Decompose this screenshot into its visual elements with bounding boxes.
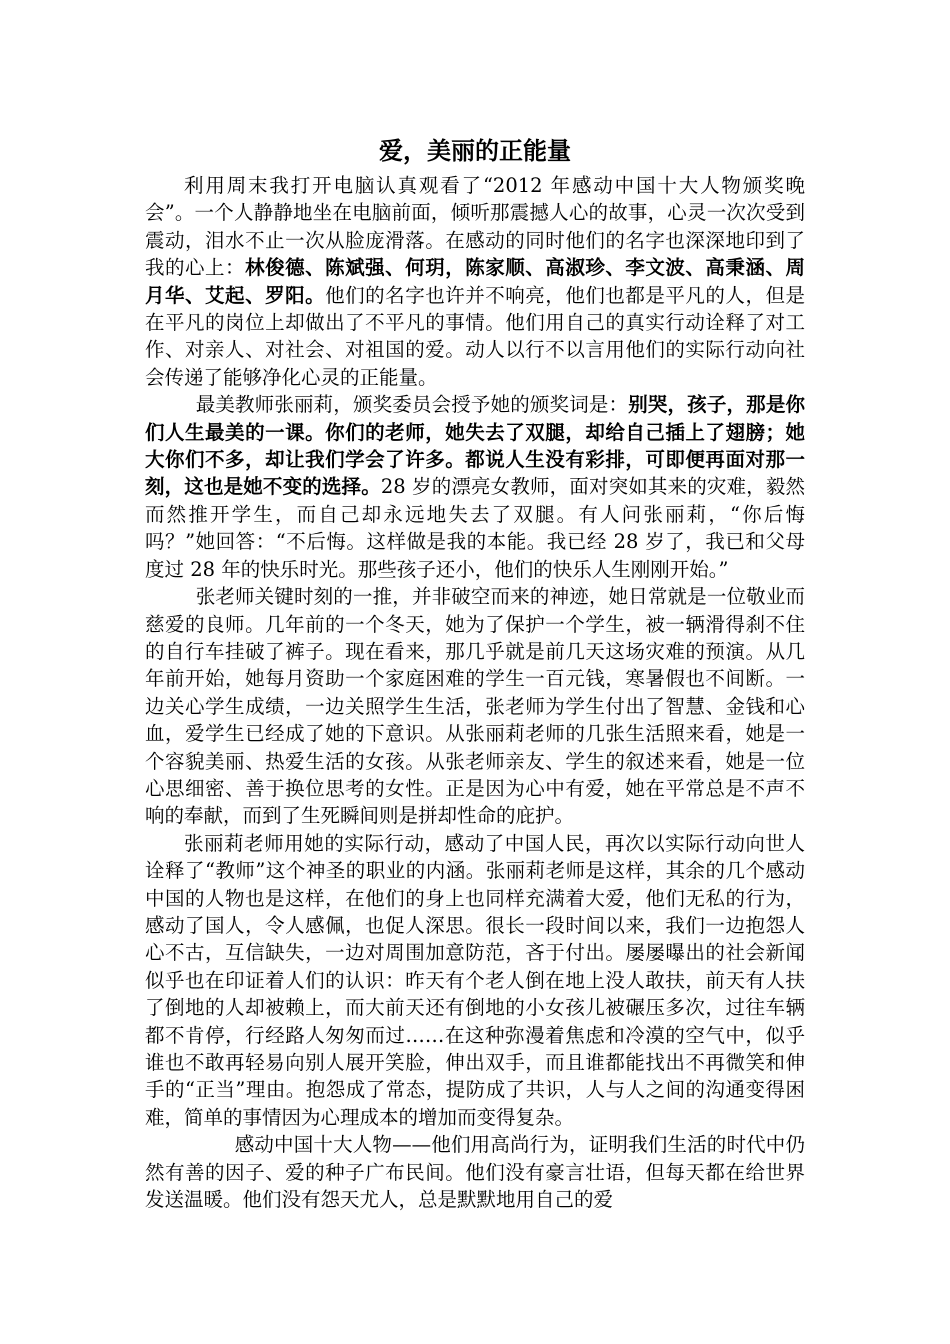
paragraph-1	[145, 172, 805, 391]
honoree-names: 林俊德、陈斌强、何玥，陈家顺、高淑珍、李文波、高秉涵、周月华、艾起、罗阳。	[145, 256, 805, 307]
paragraph-2-text-b: 28 岁的漂亮女教师，面对突如其来的灾难，毅然而然推开学生，而自己却永远地失去了双腿。有人问张丽莉，“你后悔吗？”她回答：“不后悔。这样做是我的本能。我已经 28 岁了，我已和父母度过 28 年的快乐时光。那些孩子还小，他们的快乐人生刚刚开始。”	[145, 475, 805, 581]
document-title: 爱，美丽的正能量	[379, 137, 571, 165]
award-citation: 别哭，孩子，那是你们人生最美的一课。你们的老师，她失去了双腿，却给自己插上了翅膀；她大你们不多，却让我们学会了许多。都说人生没有彩排，可即便再面对那一刻，这也是她不变的选择。	[145, 393, 805, 499]
paragraph-1-text-b: 他们的名字也许并不响亮，他们也都是平凡的人，但是在平凡的岗位上却做出了不平凡的事情。他们用自己的真实行动诠释了对工作、对亲人、对社会、对祖国的爱。动人以行不以言用他们的实际行动向社会传递了能够净化心灵的正能量。	[145, 283, 805, 389]
paragraph-2	[145, 391, 805, 583]
paragraph-4: 张丽莉老师用她的实际行动，感动了中国人民，再次以实际行动向世人诠释了“教师”这个神圣的职业的内涵。张丽莉老师是这样，其余的几个感动中国的人物也是这样，在他们的身上也同样充满着大爱，他们无私的行为，感动了国人，令人感佩，也促人深思。很长一段时间以来，我们一边抱怨人心不古，互信缺失，一边对周围加意防范，吝于付出。屡屡曝出的社会新闻似乎也在印证着人们的认识：昨天有个老人倒在地上没人敢扶，前天有人扶了倒地的人却被赖上，而大前天还有倒地的小女孩儿被碾压多次，过往车辆都不肯停，行经路人匆匆而过……在这种弥漫着焦虑和冷漠的空气中，似乎谁也不敢再轻易向别人展开笑脸，伸出双手，而且谁都能找出不再微笑和伸手的“正当”理由。抱怨成了常态，提防成了共识，人与人之间的沟通变得困难，简单的事情因为心理成本的增加而变得复杂。	[145, 831, 805, 1129]
paragraph-3: 张老师关键时刻的一推，并非破空而来的神迹，她日常就是一位敬业而慈爱的良师。几年前的一个冬天，她为了保护一个学生，被一辆滑得刹不住的自行车挂破了裤子。现在看来，那几乎就是前几天这场灾难的预演。从几年前开始，她每月资助一个家庭困难的学生一百元钱，寒暑假也不间断。一边关心学生成绩，一边关照学生生活，张老师为学生付出了智慧、金钱和心血，爱学生已经成了她的下意识。从张丽莉老师的几张生活照来看，她是一个容貌美丽、热爱生活的女孩。从张老师亲友、学生的叙述来看，她是一位心思细密、善于换位思考的女性。正是因为心中有爱，她在平常总是不声不响的奉献，而到了生死瞬间则是拼却性命的庇护。	[145, 585, 805, 828]
paragraph-2-text-a: 最美教师张丽莉，颁奖委员会授予她的颁奖词是：	[195, 393, 629, 417]
paragraph-1-text-a: 利用周末我打开电脑认真观看了“2012 年感动中国十大人物颁奖晚会”。一个人静静地坐在电脑前面，倾听那震撼人心的故事，心灵一次次受到震动，泪水不止一次从脸庞滑落。在感动的同时他们的名字也深深地印到了我的心上：	[145, 174, 805, 280]
document-body	[145, 172, 805, 1213]
paragraph-5: 感动中国十大人物——他们用高尚行为，证明我们生活的时代中仍然有善的因子、爱的种子广布民间。他们没有豪言壮语，但每天都在给世界发送温暖。他们没有怨天尤人，总是默默地用自己的爱	[145, 1133, 805, 1212]
